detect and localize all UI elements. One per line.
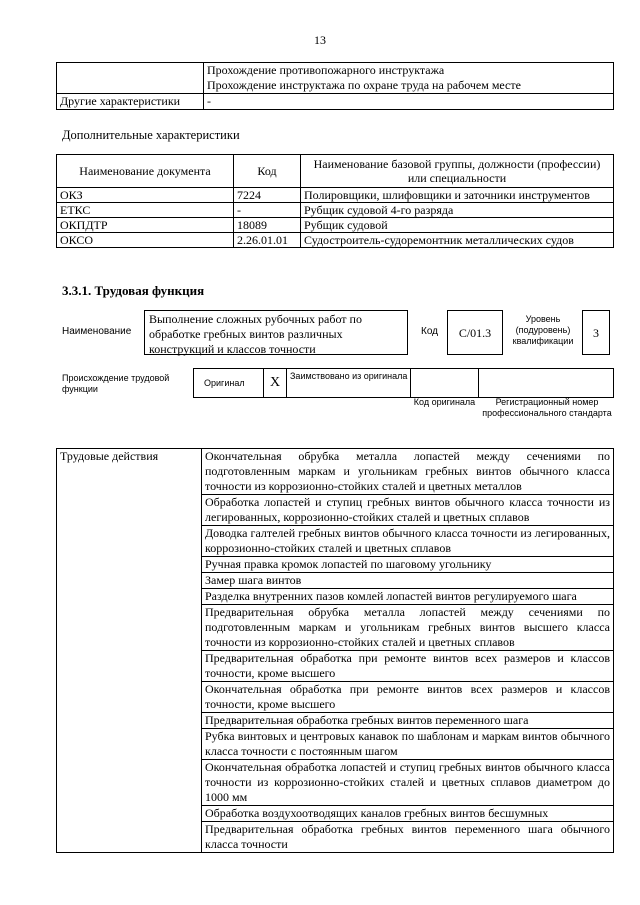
name-label: Наименование xyxy=(62,326,132,337)
code-origin-label: Код оригинала xyxy=(413,397,476,407)
code-cell: 7224 xyxy=(234,188,301,203)
name-cell: Полировщики, шлифовщики и заточники инструментов xyxy=(301,188,614,203)
row-value xyxy=(204,63,614,94)
list-item: Предварительная обработка при ремонте винтов всех размеров и классов точности, кроме высшего xyxy=(202,651,614,682)
doc-cell: ОКСО xyxy=(57,233,234,248)
origin-label: Происхождение трудовой функции xyxy=(62,373,170,394)
table-row xyxy=(57,94,614,110)
row-label xyxy=(57,63,204,94)
list-item: Предварительная обработка гребных винтов переменного шага обычного класса точности xyxy=(202,822,614,853)
original-cell xyxy=(193,368,264,398)
list-item: Разделка внутренних пазов комлей лопастей винтов регулируемого шага xyxy=(202,589,614,605)
original-label: Оригинал xyxy=(204,378,245,388)
original-mark-cell: X xyxy=(263,368,287,398)
row-value: - xyxy=(204,94,614,110)
table-header-row xyxy=(57,155,614,188)
table-row xyxy=(57,188,614,203)
borrowed-label: Заимствовано из оригинала xyxy=(290,371,408,381)
list-item: Прохождение противопожарного инструктажа xyxy=(207,63,445,77)
list-item: Обработка воздухоотводящих каналов гребных винтов бесшумных xyxy=(202,806,614,822)
code-box: C/01.3 xyxy=(447,310,503,355)
doc-cell: ЕТКС xyxy=(57,203,234,218)
header-cell: Код xyxy=(234,155,301,188)
code-cell: 2.26.01.01 xyxy=(234,233,301,248)
table-row xyxy=(57,203,614,218)
page-number: 13 xyxy=(314,33,326,47)
code-origin-cell xyxy=(410,368,479,398)
list-item: Предварительная обработка гребных винтов переменного шага xyxy=(202,713,614,729)
name-cell: Рубщик судовой xyxy=(301,218,614,233)
name-cell: Судостроитель-судоремонтник металлических судов xyxy=(301,233,614,248)
name-cell: Рубщик судовой 4-го разряда xyxy=(301,203,614,218)
level-label: Уровень (подуровень) квалификации xyxy=(512,314,574,346)
level-box: 3 xyxy=(582,310,610,355)
table-row xyxy=(57,233,614,248)
code-cell: 18089 xyxy=(234,218,301,233)
list-item: Предварительная обрубка металла лопастей между сечениями по подготовленным маркам и угольникам гребных винтов высшего класса точности из коррозионно-стойких сталей и цветных сплавов xyxy=(202,605,614,651)
code-label: Код xyxy=(421,326,439,337)
header-cell: Наименование документа xyxy=(57,155,234,188)
reg-number-cell xyxy=(478,368,614,398)
list-item: Окончательная обработка при ремонте винтов всех размеров и классов точности, кроме высшего xyxy=(202,682,614,713)
table-row xyxy=(57,218,614,233)
row-label: Другие характеристики xyxy=(57,94,204,110)
function-name-box: Выполнение сложных рубочных работ по обработке гребных винтов различных конструкций и классов точности xyxy=(144,310,408,355)
list-item: Окончательная обработка лопастей и ступиц гребных винтов обычного класса точности из коррозионно-стойких сталей и цветных сплавов диаметром до 1000 мм xyxy=(202,760,614,806)
table-row xyxy=(57,449,614,495)
list-item: Окончательная обрубка металла лопастей между сечениями по подготовленным маркам и угольникам гребных винтов обычного класса точности из коррозионно-стойких сталей и цветных металлов xyxy=(202,449,614,495)
list-item: Обработка лопастей и ступиц гребных винтов обычного класса точности из легированных, коррозионно-стойких сталей и цветных сплавов xyxy=(202,495,614,526)
doc-cell: ОКПДТР xyxy=(57,218,234,233)
list-item: Ручная правка кромок лопастей по шаговому угольнику xyxy=(202,557,614,573)
labor-actions-table xyxy=(56,448,614,853)
labor-actions-label: Трудовые действия xyxy=(57,449,202,853)
doc-cell: ОКЗ xyxy=(57,188,234,203)
additional-characteristics-table xyxy=(56,154,614,248)
function-heading: 3.3.1. Трудовая функция xyxy=(62,283,205,298)
code-cell: - xyxy=(234,203,301,218)
section-title: Дополнительные характеристики xyxy=(62,128,240,142)
table-row xyxy=(57,63,614,94)
header-cell: Наименование базовой группы, должности (профессии) или специальности xyxy=(301,155,614,188)
reg-number-label: Регистрационный номер профессионального стандарта xyxy=(482,397,612,418)
list-item: Доводка галтелей гребных винтов обычного класса точности из легированных, коррозионно-стойких сталей и цветных сплавов xyxy=(202,526,614,557)
list-item: Рубка винтовых и центровых канавок по шаблонам и маркам винтов обычного класса точности с постоянным шагом xyxy=(202,729,614,760)
list-item: Прохождение инструктажа по охране труда на рабочем месте xyxy=(207,78,521,92)
instructions-table xyxy=(56,62,614,110)
list-item: Замер шага винтов xyxy=(202,573,614,589)
borrowed-cell xyxy=(286,368,411,398)
